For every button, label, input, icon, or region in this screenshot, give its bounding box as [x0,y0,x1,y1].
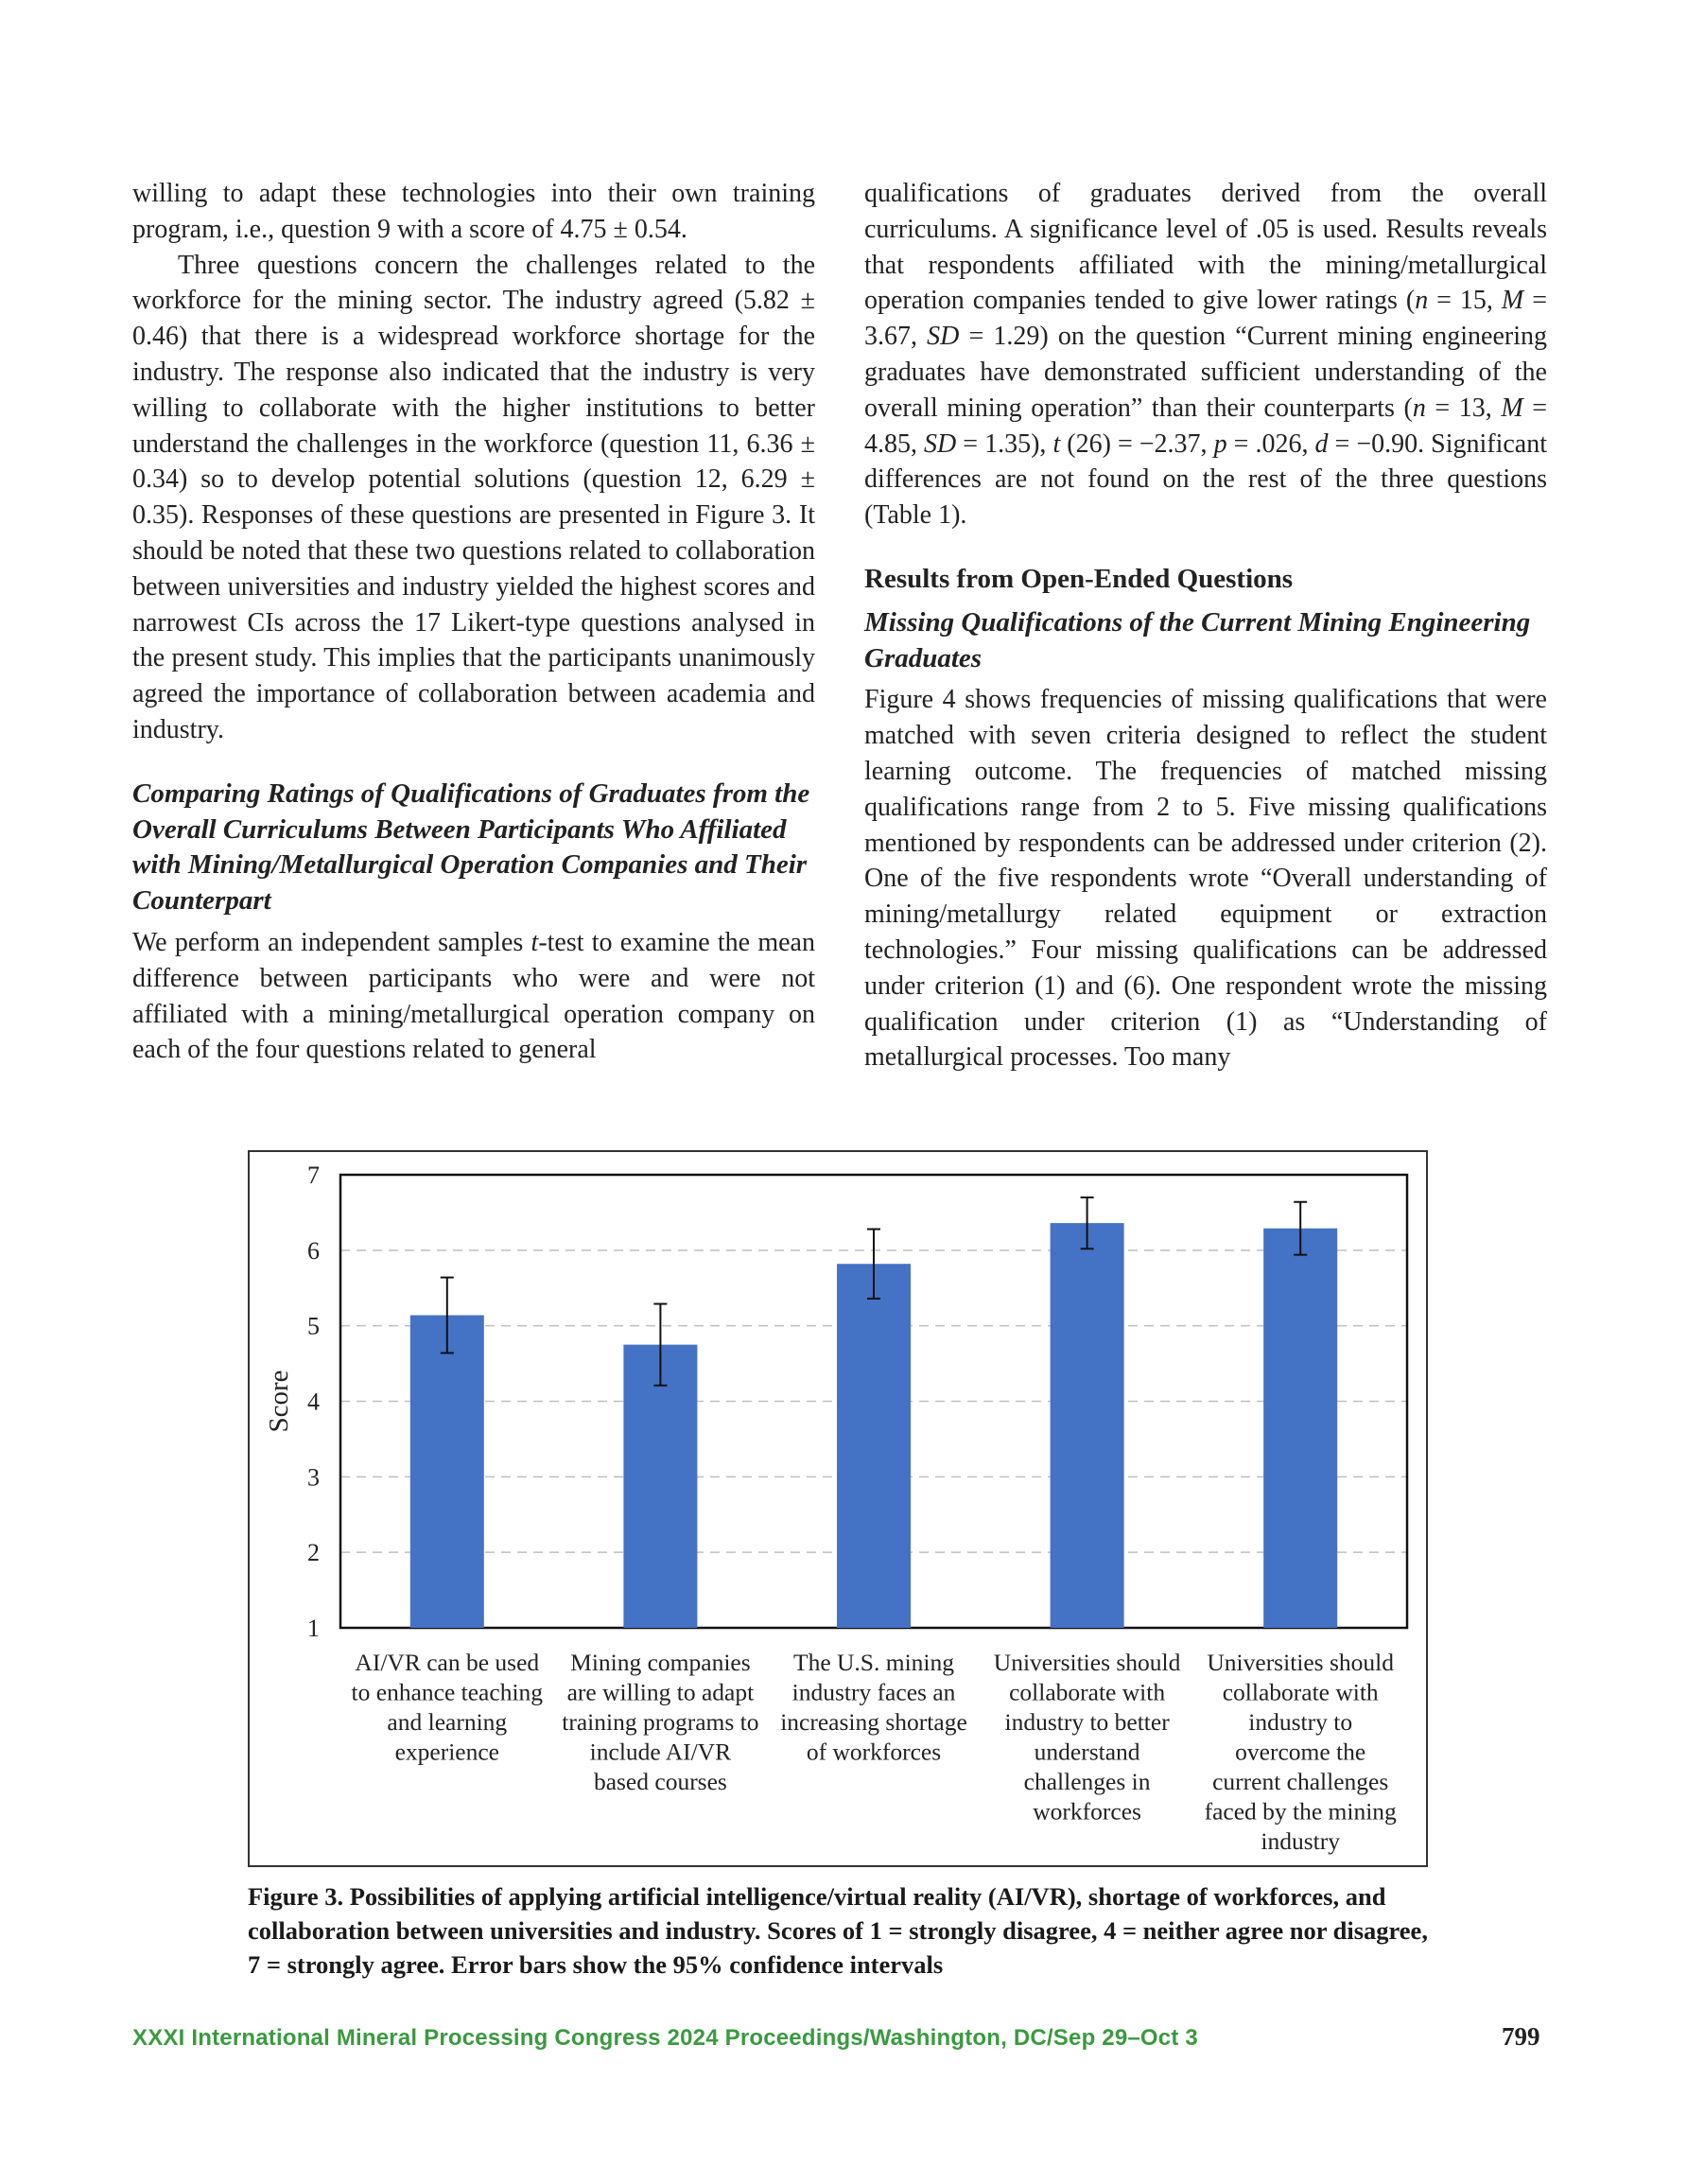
x-tick-label-line: and learning [387,1708,508,1736]
bar [1263,1229,1337,1628]
bar [410,1315,484,1628]
section-heading: Results from Open-Ended Questions [864,563,1294,594]
x-tick-label-line: include AI/VR [589,1738,732,1766]
x-tick-label [780,1649,967,1766]
x-tick-label [1205,1649,1397,1855]
section-subheading: Comparing Ratings of Qualifications of Graduates from the Overall Curriculums Between Participants Who Affiliated with Mining/Metallurgical Operation Companies and Their Counterpart [132,778,810,917]
right-column [864,176,1547,1075]
x-tick-label-line: AI/VR can be used [355,1649,540,1676]
x-tick-label-line: understand [1034,1738,1140,1766]
x-tick-label [352,1649,544,1766]
paragraph: Three questions concern the challenges related to the workforce for the mining sector. The industry agreed (5.82 ± 0.46) that there is a widespread workforce shortage for the industry. The response also indicated that the industry is very willing to collaborate with the higher institutions to better understand the challenges in the workforce (question 11, 6.36 ± 0.34) so to develop potential solutions (question 12, 6.29 ± 0.35). Responses of these questions are presented in Figure 3. It should be noted that these two questions related to collaboration between universities and industry yielded the highest scores and narrowest CIs across the 17 Likert-type questions analysed in the present study. This implies that the participants unanimously agreed the importance of collaboration between academia and industry. [132,250,815,744]
x-tick-label-line: collaborate with [1009,1678,1166,1706]
y-tick-label: 6 [307,1236,320,1265]
paragraph: Figure 4 shows frequencies of missing qualifications that were matched with seven criteria designed to reflect the student learning outcome. The frequencies of matched missing qualifications range from 2 to 5. Five missing qualifications mentioned by respondents can be addressed under criterion (2). One of the five respondents wrote “Overall understanding of mining/metallurgy related equipment or extraction technologies.” Four missing qualifications can be addressed under criterion (1) and (6). One respondent wrote the missing qualification under criterion (1) as “Understanding of metallurgical processes. Too many [864,685,1547,1073]
x-tick-label-line: The U.S. mining [793,1649,954,1676]
x-tick-label-line: are willing to adapt [566,1678,755,1706]
x-tick-label-line: to enhance teaching [351,1678,544,1706]
x-tick-label-line: industry [1261,1827,1340,1855]
x-tick-label-line: collaborate with [1222,1678,1379,1706]
bar-chart [250,1152,1430,1869]
paragraph: willing to adapt these technologies into their own training program, i.e., question 9 with a score of 4.75 ± 0.54. [132,179,815,244]
paragraph: We perform an independent samples t-test to examine the mean difference between participants who were and were not affiliated with a mining/metallurgical operation company on each of the four questions related to general [132,927,815,1065]
bar [623,1345,697,1628]
footer: XXXI International Mineral Processing Congress 2024 Proceedings/Washington, DC/Sep 29–Oct 3 [132,2025,1198,2051]
bar [837,1264,911,1628]
x-tick-label-line: challenges in [1023,1768,1151,1795]
left-column [132,176,815,1068]
x-tick-label-line: industry faces an [791,1678,956,1706]
x-tick-label-line: overcome the [1235,1738,1366,1766]
x-tick-label [994,1649,1181,1826]
x-tick-label-line: Universities should [993,1649,1181,1676]
y-tick-label: 2 [307,1539,320,1567]
x-tick-label-line: experience [394,1738,500,1766]
y-tick-label: 4 [307,1388,320,1416]
x-tick-label-line: Universities should [1207,1649,1395,1676]
x-tick-label-line: of workforces [806,1738,942,1766]
bar [1051,1223,1124,1628]
x-tick-label-line: Mining companies [570,1649,751,1676]
x-tick-label-line: faced by the mining [1204,1797,1397,1826]
x-tick-label-line: increasing shortage [780,1708,967,1736]
x-tick-label-line: industry to better [1004,1708,1170,1736]
x-tick-label-line: current challenges [1212,1768,1389,1795]
page-number: 799 [1502,2022,1540,2051]
figure-3 [248,1150,1428,1867]
y-tick-label: 7 [307,1162,320,1189]
x-tick-label-line: industry to [1248,1708,1353,1736]
x-tick-label-line: training programs to [562,1708,759,1736]
x-tick-label-line: based courses [593,1768,727,1795]
figure-caption: Figure 3. Possibilities of applying artificial intelligence/virtual reality (AI/VR), shortage of workforces, and collaboration between universities and industry. Scores of 1 = strongly disagree, 4 = neither agree nor disagree, 7 = strongly agree. Error bars show the 95% confidence intervals [248,1882,1428,1979]
paragraph: qualifications of graduates derived from the overall curriculums. A significance level of .05 is used. Results reveals that respondents affiliated with the mining/metallurgical operation companies tended to give lower ratings (n = 15, M = 3.67, SD = 1.29) on the question “Current mining engineering graduates have demonstrated sufficient understanding of the overall mining operation” than their counterparts (n = 13, M = 4.85, SD = 1.35), t (26) = −2.37, p = .026, d = −0.90. Significant differences are not found on the rest of the three questions (Table 1). [864,179,1548,531]
y-tick-label: 5 [307,1312,320,1340]
x-tick-label [562,1649,758,1795]
x-tick-label-line: workforces [1033,1797,1141,1826]
y-tick-label: 1 [307,1615,320,1642]
y-tick-label: 3 [307,1463,320,1492]
section-subheading: Missing Qualifications of the Current Mining Engineering Graduates [864,606,1531,673]
y-axis-label: Score [264,1370,294,1433]
